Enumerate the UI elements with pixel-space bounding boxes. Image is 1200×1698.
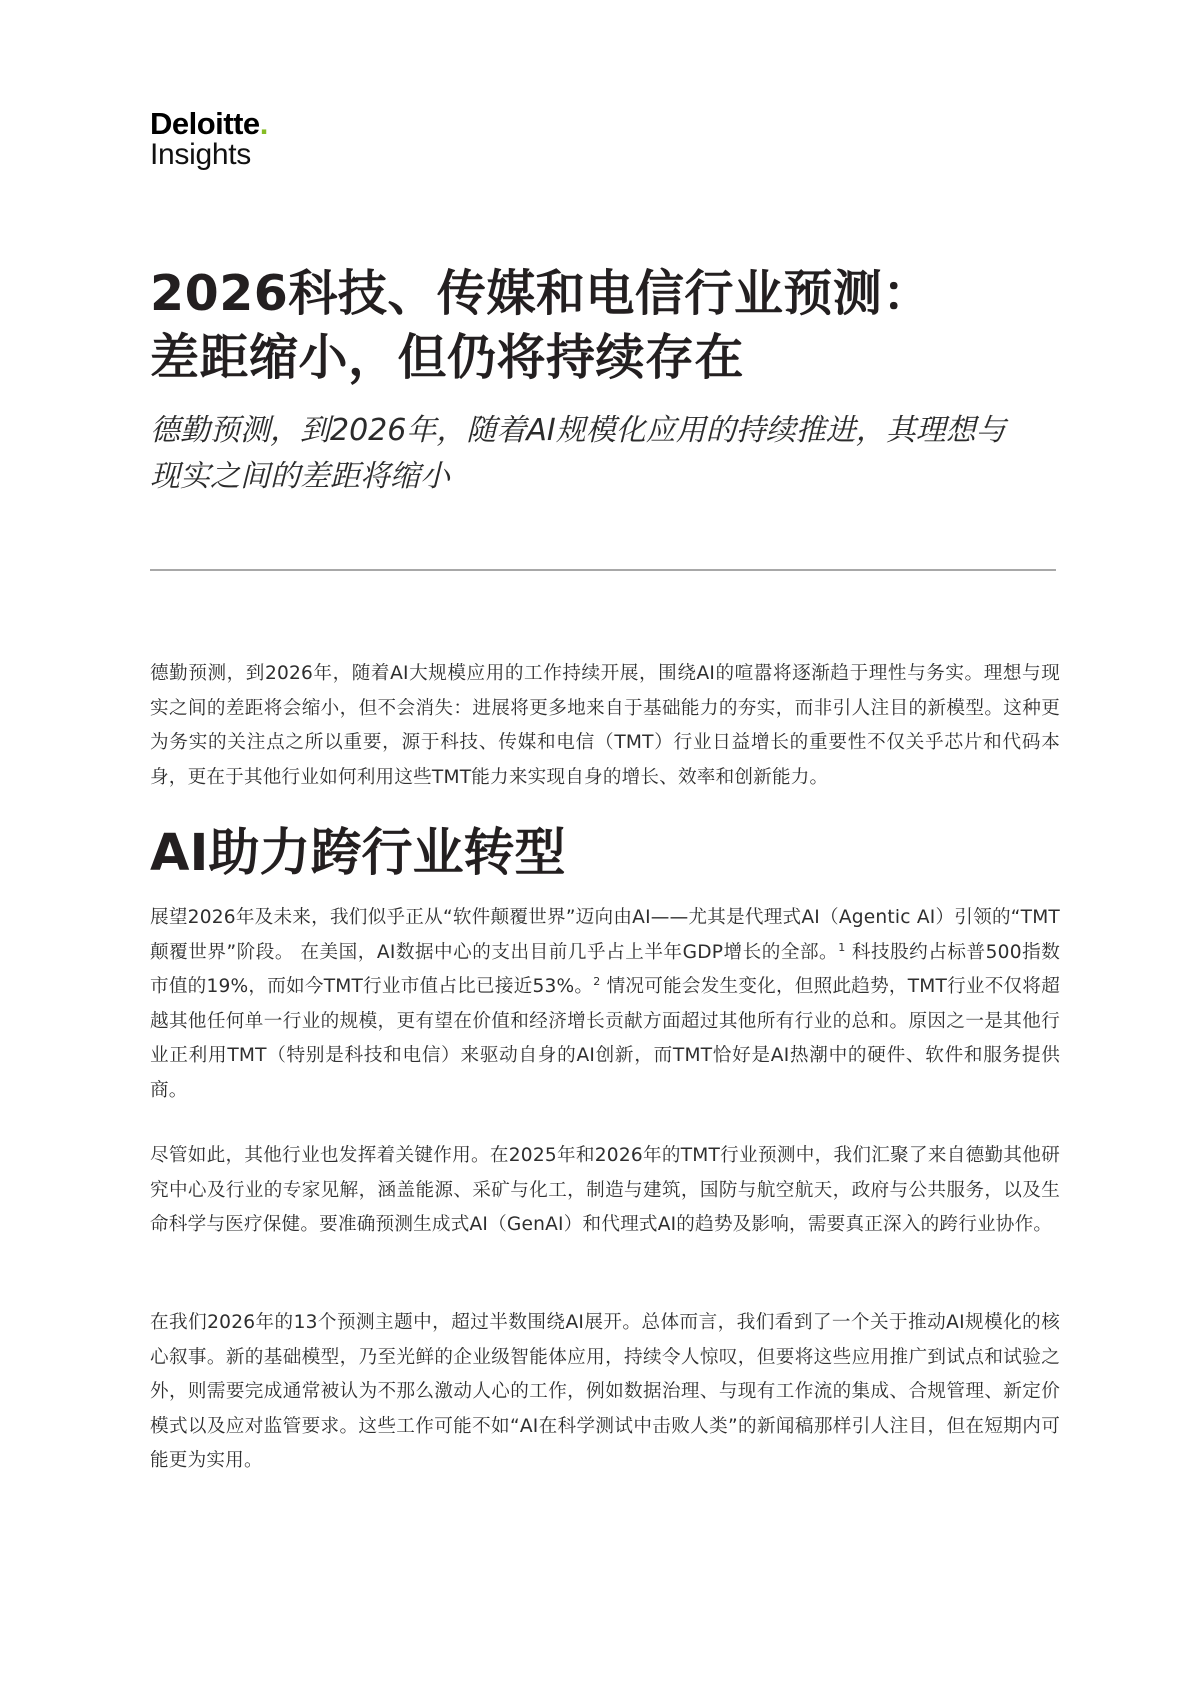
logo-brand [150,108,268,139]
paragraph-text: 情况可能会发生变化，但照此趋势，TMT行业不仅将超越其他任何单一行业的规模，更有望在价值和经济增长贡献方面超过其他所有行业的总和。原因之一是其他行业正利用TMT（特别是科技和电信）来驱动自身的AI创新，而TMT恰好是AI热潮中的硬件、软件和服务提供商。 [150,976,1060,1101]
body-paragraph-2: 尽管如此，其他行业也发挥着关键作用。在2025年和2026年的TMT行业预测中，我们汇聚了来自德勤其他研究中心及行业的专家见解，涵盖能源、采矿与化工，制造与建筑，国防与航空航天，政府与公共服务，以及生命科学与医疗保健。要准确预测生成式AI（GenAI）和代理式AI的趋势及影响，需要真正深入的跨行业协作。 [150,1145,1060,1235]
body-paragraph-1 [150,901,1060,1108]
logo-brand-text: Deloitte [150,106,260,141]
deloitte-insights-logo [150,108,268,170]
subtitle-line-2: 现实之间的差距将缩小 [150,459,450,494]
footnote-ref-1[interactable]: 1 [838,940,846,954]
page-subtitle [150,408,1090,500]
body-paragraph-3: 在我们2026年的13个预测主题中，超过半数围绕AI展开。总体而言，我们看到了一个关于推动AI规模化的核心叙事。新的基础模型，乃至光鲜的企业级智能体应用，持续令人惊叹，但要将这些应用推广到试点和试验之外，则需要完成通常被认为不那么激动人心的工作，例如数据治理、与现有工作流的集成、合规管理、新定价模式以及应对监管要求。这些工作可能不如“AI在科学测试中击败人类”的新闻稿那样引人注目，但在短期内可能更为实用。 [150,1312,1060,1471]
logo-subbrand: Insights [150,138,251,171]
intro-paragraph: 德勤预测，到2026年，随着AI大规模应用的工作持续开展，围绕AI的喧嚣将逐渐趋于理性与务实。理想与现实之间的差距将会缩小，但不会消失：进展将更多地来自于基础能力的夯实，而非引人注目的新模型。这种更为务实的关注点之所以重要，源于科技、传媒和电信（TMT）行业日益增长的重要性不仅关乎芯片和代码本身，更在于其他行业如何利用这些TMT能力来实现自身的增长、效率和创新能力。 [150,663,1060,788]
title-line-1: 2026科技、传媒和电信行业预测： [150,265,932,322]
subtitle-line-1: 德勤预测，到2026年，随着AI规模化应用的持续推进，其理想与 [150,413,1006,448]
paragraph-text: 科技股约占标普500指数市值的19%，而如今TMT行业市值占比已接近53%。 [150,941,1060,997]
footnote-ref-2[interactable]: 2 [593,974,601,988]
paragraph-text: 展望2026年及未来，我们似乎正从“软件颠覆世界”迈向由AI——尤其是代理式AI（Agentic AI）引领的“TMT颠覆世界”阶段。 在美国，AI数据中心的支出目前几乎占上半年GDP增长的全部。 [150,907,1060,963]
section-heading: AI助力跨行业转型 [150,824,566,883]
logo-green-dot-icon: . [259,106,268,141]
header-divider [150,569,1056,571]
page-title [150,262,1090,390]
title-line-2: 差距缩小，但仍将持续存在 [150,329,745,386]
